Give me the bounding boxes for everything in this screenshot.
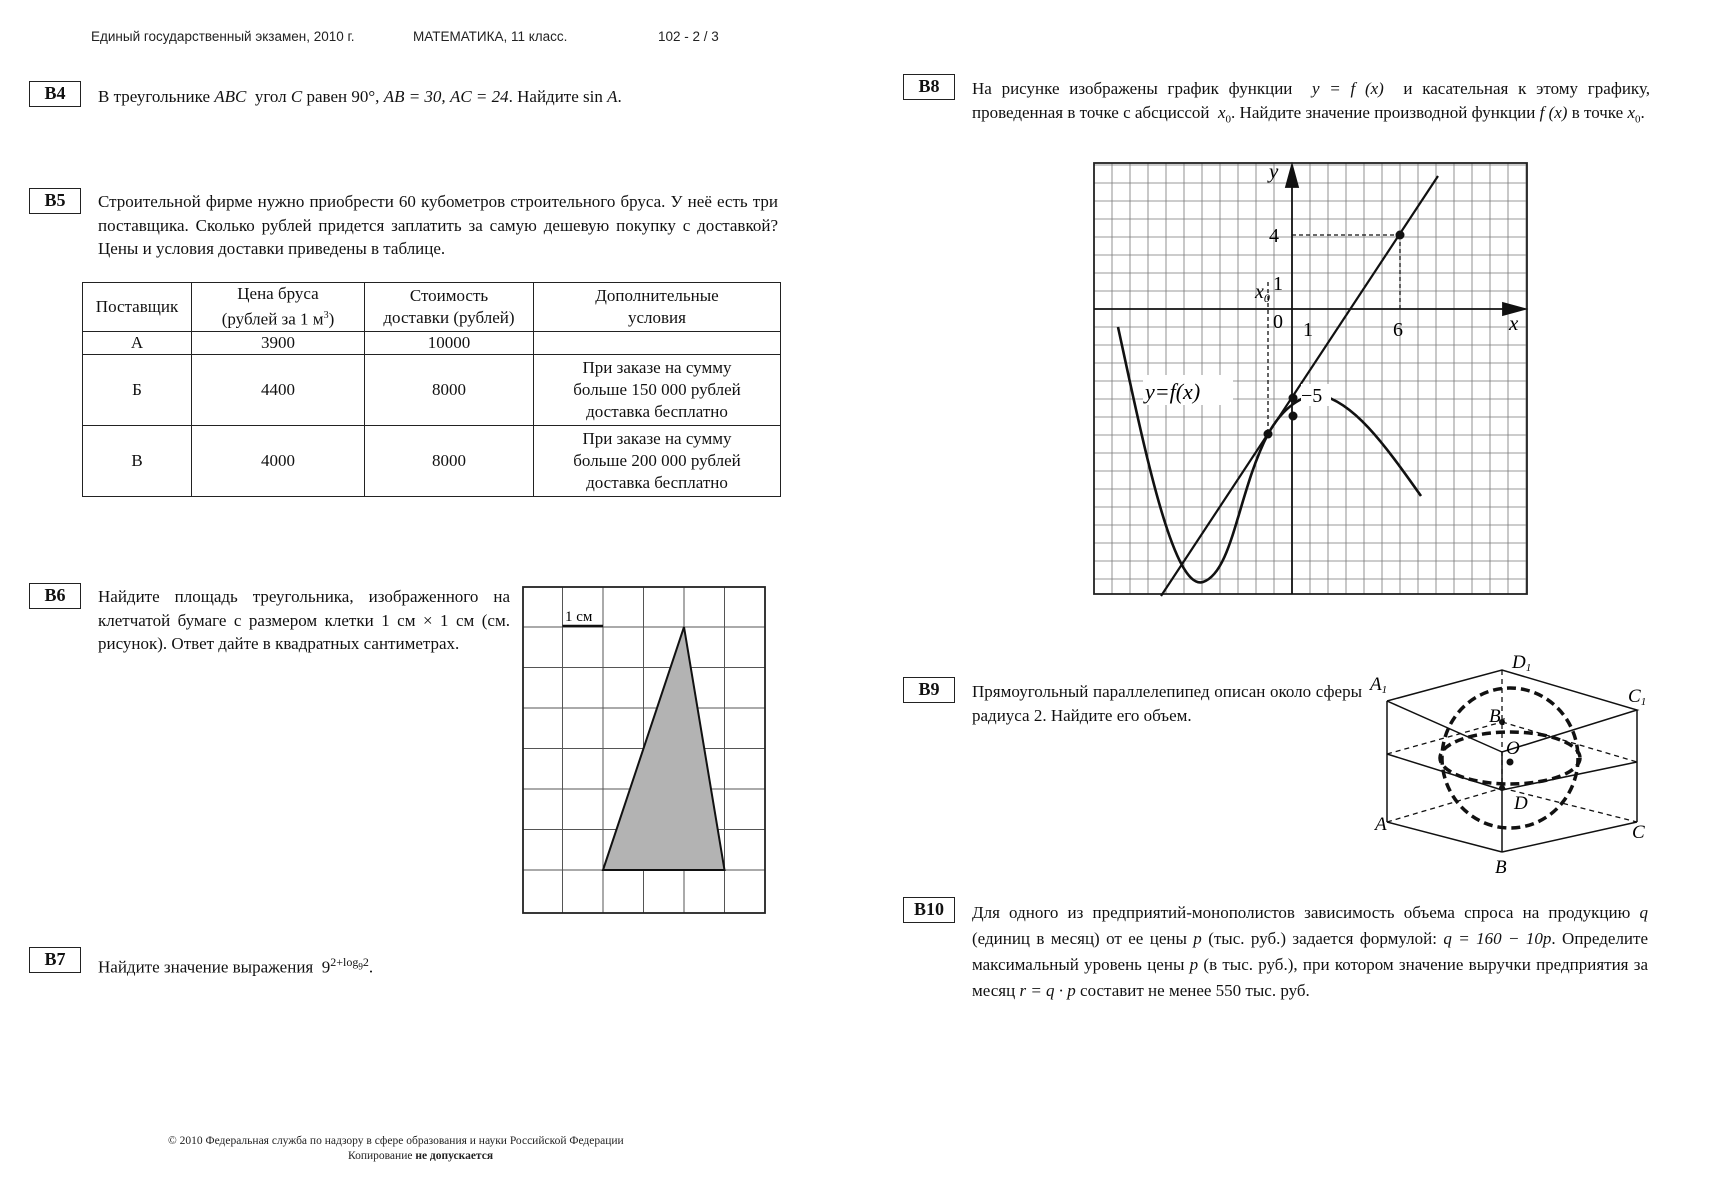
task-b10-text: Для одного из предприятий-монополистов зависимость объема спроса на продукцию q (единиц в месяц) от ее цены p (тыс. руб.) задается формулой: q = 160 − 10p. Определите максимальный уровень цены p (в тыс. руб.), при котором значение выручки предприятия за месяц r = q · p составит не менее 550 тыс. руб. [972,903,1649,1000]
label-d1: D1 [1512,652,1532,674]
cell-delivery: 8000 [365,354,534,425]
label-d: D [1514,793,1528,814]
cell-supplier: Б [83,354,192,425]
scale-label: 1 см [565,609,593,625]
footer-copy-note: Копирование не допускается [348,1150,494,1162]
label-y1: 1 [1273,273,1283,295]
label-b: B [1495,857,1507,878]
task-b7-number: B7 [29,947,81,973]
table-row [83,425,781,496]
task-b4-number: B4 [29,81,81,107]
task-b7-text: Найдите значение выражения $9^{2+log_92}$. [98,955,374,977]
cell-delivery: 8000 [365,425,534,496]
y-axis-label: y [1269,159,1279,183]
label-a1: A1 [1370,674,1388,696]
table-row [83,354,781,425]
center-point [1507,759,1514,766]
label-x0: $x_0$ [1255,281,1270,305]
task-b6-text: Найдите площадь треугольника, изображенного на клетчатой бумаге с размером клетки 1 см × 1 см (см. рисунок). Ответ дайте в квадратных сантиметрах. [98,587,510,653]
table-row [83,331,781,354]
curve-point [1289,412,1298,421]
label-o: O [1506,738,1520,759]
label-a: A [1375,814,1387,835]
x-axis-label: x [1509,311,1519,335]
cell-supplier: А [83,331,192,354]
cell-conditions [534,331,781,354]
tangent-point [1264,430,1273,439]
label-c: C [1632,822,1645,843]
triangle-grid-figure [522,586,767,916]
cell-price: 3900 [192,331,365,354]
y-axis-arrow [1286,165,1298,187]
col-delivery: Стоимость доставки (рублей) [365,283,534,332]
task-b10-number: B10 [903,897,955,923]
task-b9-text: Прямоугольный параллелепипед описан около сферы радиуса 2. Найдите его объем. [972,682,1362,725]
line-point-6 [1396,231,1405,240]
exam-header: Единый государственный экзамен, 2010 г. [91,29,355,44]
label-4: 4 [1269,225,1279,247]
cell-supplier: В [83,425,192,496]
task-b8-text: На рисунке изображены график функции y = f (x) и касательная к этому графику, проведенная в точке с абсциссой $x_0$. Найдите значение производной функции f (x) в точке $x_0$. [972,79,1650,125]
cell-conditions: При заказе на сумму больше 200 000 рублей доставка бесплатно [534,425,781,496]
cell-conditions: При заказе на сумму больше 150 000 рублей доставка бесплатно [534,354,781,425]
label-6: 6 [1393,319,1403,341]
function-curve [1118,327,1421,582]
label-minus5: −5 [1301,385,1323,407]
page-number: 102 - 2 / 3 [658,29,719,44]
col-price: Цена бруса (рублей за 1 $м^3$) [192,283,365,332]
task-b6-number: B6 [29,583,81,609]
footer-copyright: © 2010 Федеральная служба по надзору в сфере образования и науки Российской Федерации [168,1135,624,1147]
task-b4-text: В треугольнике ABC угол C равен 90°, AB = 30, AC = 24. Найдите sin A. [98,87,622,106]
supplier-table [82,282,781,497]
task-b8-number: B8 [903,74,955,100]
cell-delivery: 10000 [365,331,534,354]
subject-header: МАТЕМАТИКА, 11 класс. [413,29,568,44]
line-point [1289,394,1298,403]
cell-price: 4400 [192,354,365,425]
cell-price: 4000 [192,425,365,496]
label-b1: B1 [1489,706,1507,728]
col-supplier: Поставщик [83,283,192,332]
function-graph [1093,159,1529,596]
function-label: y=f(x) [1145,379,1201,404]
table-header-row [83,283,781,332]
col-conditions: Дополнительные условия [534,283,781,332]
label-origin: 0 [1273,311,1283,333]
label-c1: C1 [1628,686,1647,708]
task-b5-number: B5 [29,188,81,214]
task-b5-text: Строительной фирме нужно приобрести 60 кубометров строительного бруса. У неё есть три поставщика. Сколько рублей придется заплатить за самую дешевую покупку с доставкой? Цены и условия доставки приведены в таблице. [98,192,778,258]
task-b9-number: B9 [903,677,955,703]
parallelepiped-figure [1370,650,1647,880]
label-x1: 1 [1303,319,1313,341]
